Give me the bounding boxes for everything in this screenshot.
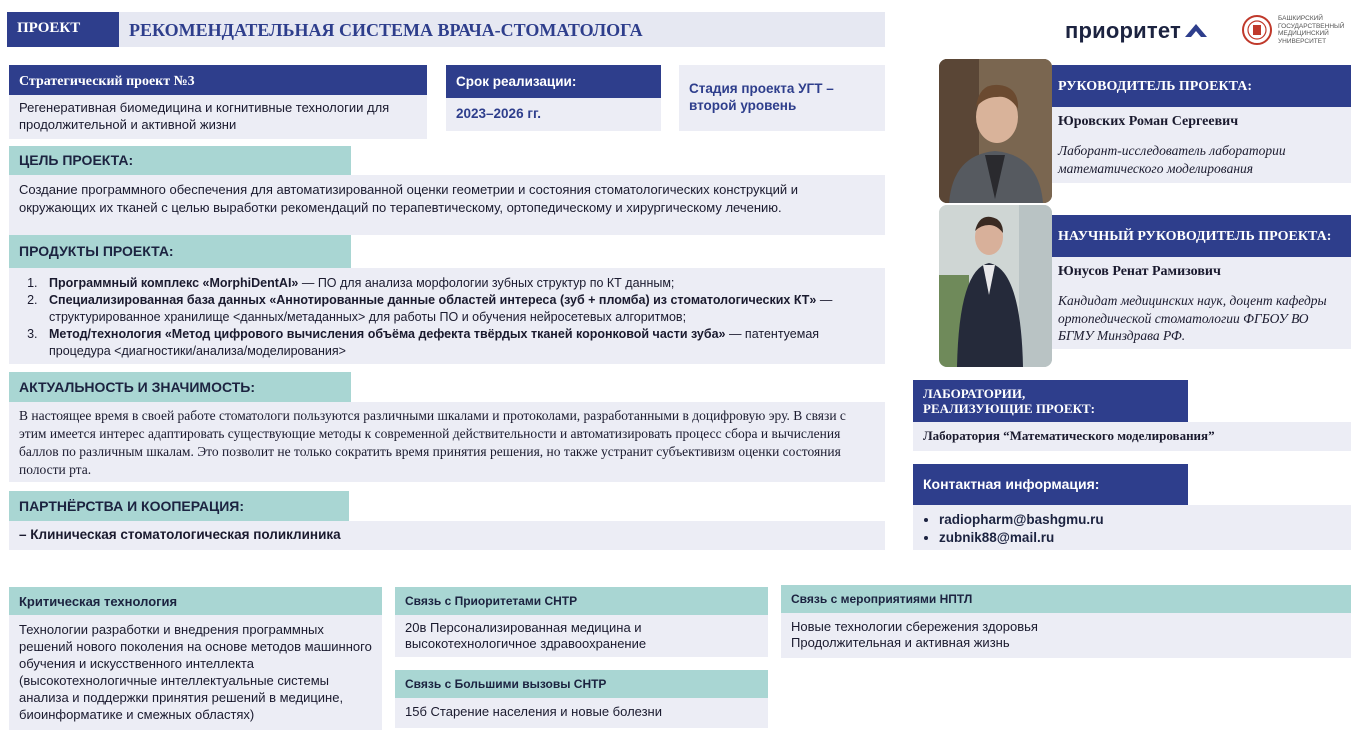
university-line: УНИВЕРСИТЕТ — [1278, 37, 1327, 45]
priority-logo — [1065, 16, 1207, 46]
strategic-label: Стратегический проект №3 — [9, 65, 427, 95]
labs-text: Лаборатория “Математического моделирования” — [913, 422, 1351, 451]
products-list — [15, 275, 879, 360]
project-title: РЕКОМЕНДАТЕЛЬНАЯ СИСТЕМА ВРАЧА-СТОМАТОЛОГА — [129, 20, 643, 40]
partners-label: ПАРТНЁРСТВА И КООПЕРАЦИЯ: — [9, 491, 349, 521]
scientific-label: НАУЧНЫЙ РУКОВОДИТЕЛЬ ПРОЕКТА: — [1052, 215, 1351, 257]
scientific-position: Кандидат медицинских наук, доцент кафедры ортопедической стоматологии ФГБОУ ВО БГМУ Минздрава РФ. — [1052, 287, 1351, 349]
product-item — [41, 292, 879, 326]
project-tag: ПРОЕКТ — [7, 12, 119, 47]
term-value: 2023–2026 гг. — [446, 98, 661, 131]
chevron-up-icon — [1185, 21, 1207, 42]
partners-text: – Клиническая стоматологическая поликлиника — [9, 521, 885, 550]
leader-position: Лаборант-исследователь лаборатории математического моделирования — [1052, 137, 1351, 183]
product-name: Метод/технология «Метод цифрового вычисления объёма дефекта твёрдых тканей коронковой части зуба» — [49, 327, 726, 341]
contacts-box — [913, 505, 1351, 550]
product-desc: — ПО для анализа морфологии зубных структур по КТ данным; — [298, 276, 675, 290]
event-item: Новые технологии сбережения здоровья — [791, 619, 1038, 634]
product-item — [41, 275, 879, 292]
strategic-text: Регенеративная биомедицина и когнитивные технологии для продолжительной и активной жизни — [9, 95, 427, 139]
priorities-text: 20в Персонализированная медицина и высокотехнологичное здравоохранение — [395, 615, 768, 657]
relevance-label: АКТУАЛЬНОСТЬ И ЗНАЧИМОСТЬ: — [9, 372, 351, 402]
labs-label — [913, 380, 1188, 422]
product-name: Специализированная база данных «Аннотированные данные областей интереса (зуб + пломба) из стоматологических КТ» — [49, 293, 817, 307]
university-line: БАШКИРСКИЙ — [1278, 15, 1323, 22]
products-list-box — [9, 268, 885, 364]
priorities-label: Связь с Приоритетами СНТР — [395, 587, 768, 615]
contact-email[interactable]: • zubnik88@mail.ru — [939, 529, 1351, 547]
term-label: Срок реализации: — [446, 65, 661, 98]
contacts-list — [913, 511, 1351, 547]
goal-text: Создание программного обеспечения для автоматизированной оценки геометрии и состояния стоматологических конструкций и окружающих их тканей с целью выработки рекомендаций по терапевтическому, ортопедическому и хирургическому лечению. — [9, 175, 885, 235]
labs-label-line: РЕАЛИЗУЮЩИЕ ПРОЕКТ: — [923, 401, 1096, 416]
university-emblem-icon — [1242, 14, 1272, 46]
relevance-text: В настоящее время в своей работе стоматологи пользуются различными шкалами и протоколами, разработанными в доцифровую эру. В связи с этим имеется интерес адаптировать существующие методы к современной действительности и автоматизировать процесс сбора и вычисления баллов по различным шкалам. Это позволит не только сократить время принятия решения, но также устранит субъективизм оценки состояния полости рта. — [9, 402, 885, 482]
critical-text: Технологии разработки и внедрения программных решений нового поколения на основе методов машинного обучения и искусственного интеллекта (высокотехнологичные интеллектуальные системы анализа и поддержки принятия решений в медицине, биоинформатике и смежных областях) — [9, 615, 382, 730]
university-line: ГОСУДАРСТВЕННЫЙ — [1278, 22, 1345, 30]
leader-name: Юровских Роман Сергеевич — [1052, 107, 1351, 137]
goal-label: ЦЕЛЬ ПРОЕКТА: — [9, 146, 351, 175]
event-item: Продолжительная и активная жизнь — [791, 635, 1010, 650]
labs-label-line: ЛАБОРАТОРИИ, — [923, 386, 1026, 401]
stage-box: Стадия проекта УГТ – второй уровень — [679, 65, 885, 131]
product-desc: — патентуемая процедура <диагностики/анализа/моделирования> — [49, 327, 820, 358]
contacts-label: Контактная информация: — [913, 464, 1188, 505]
university-name — [1278, 15, 1344, 45]
products-label: ПРОДУКТЫ ПРОЕКТА: — [9, 235, 351, 268]
scientific-leader-photo — [939, 205, 1052, 367]
leader-label: РУКОВОДИТЕЛЬ ПРОЕКТА: — [1052, 65, 1351, 107]
product-item — [41, 326, 879, 360]
challenges-label: Связь с Большими вызовы СНТР — [395, 670, 768, 698]
university-line: МЕДИЦИНСКИЙ — [1278, 30, 1329, 37]
product-name: Программный комплекс «MorphiDentAI» — [49, 276, 299, 290]
priority-logo-text: приоритет — [1065, 18, 1181, 43]
challenges-text: 15б Старение населения и новые болезни — [395, 698, 768, 728]
product-desc: — структурированное хранилище <данных/метаданных> для работы ПО и обучения нейросетевых алгоритмов; — [49, 293, 833, 324]
events-text — [781, 613, 1351, 658]
leader-photo — [939, 59, 1052, 203]
contact-email[interactable]: • radiopharm@bashgmu.ru — [939, 511, 1351, 529]
scientific-name: Юнусов Ренат Рамизович — [1052, 257, 1351, 287]
critical-label: Критическая технология — [9, 587, 382, 615]
events-label: Связь с мероприятиями НПТЛ — [781, 585, 1351, 613]
